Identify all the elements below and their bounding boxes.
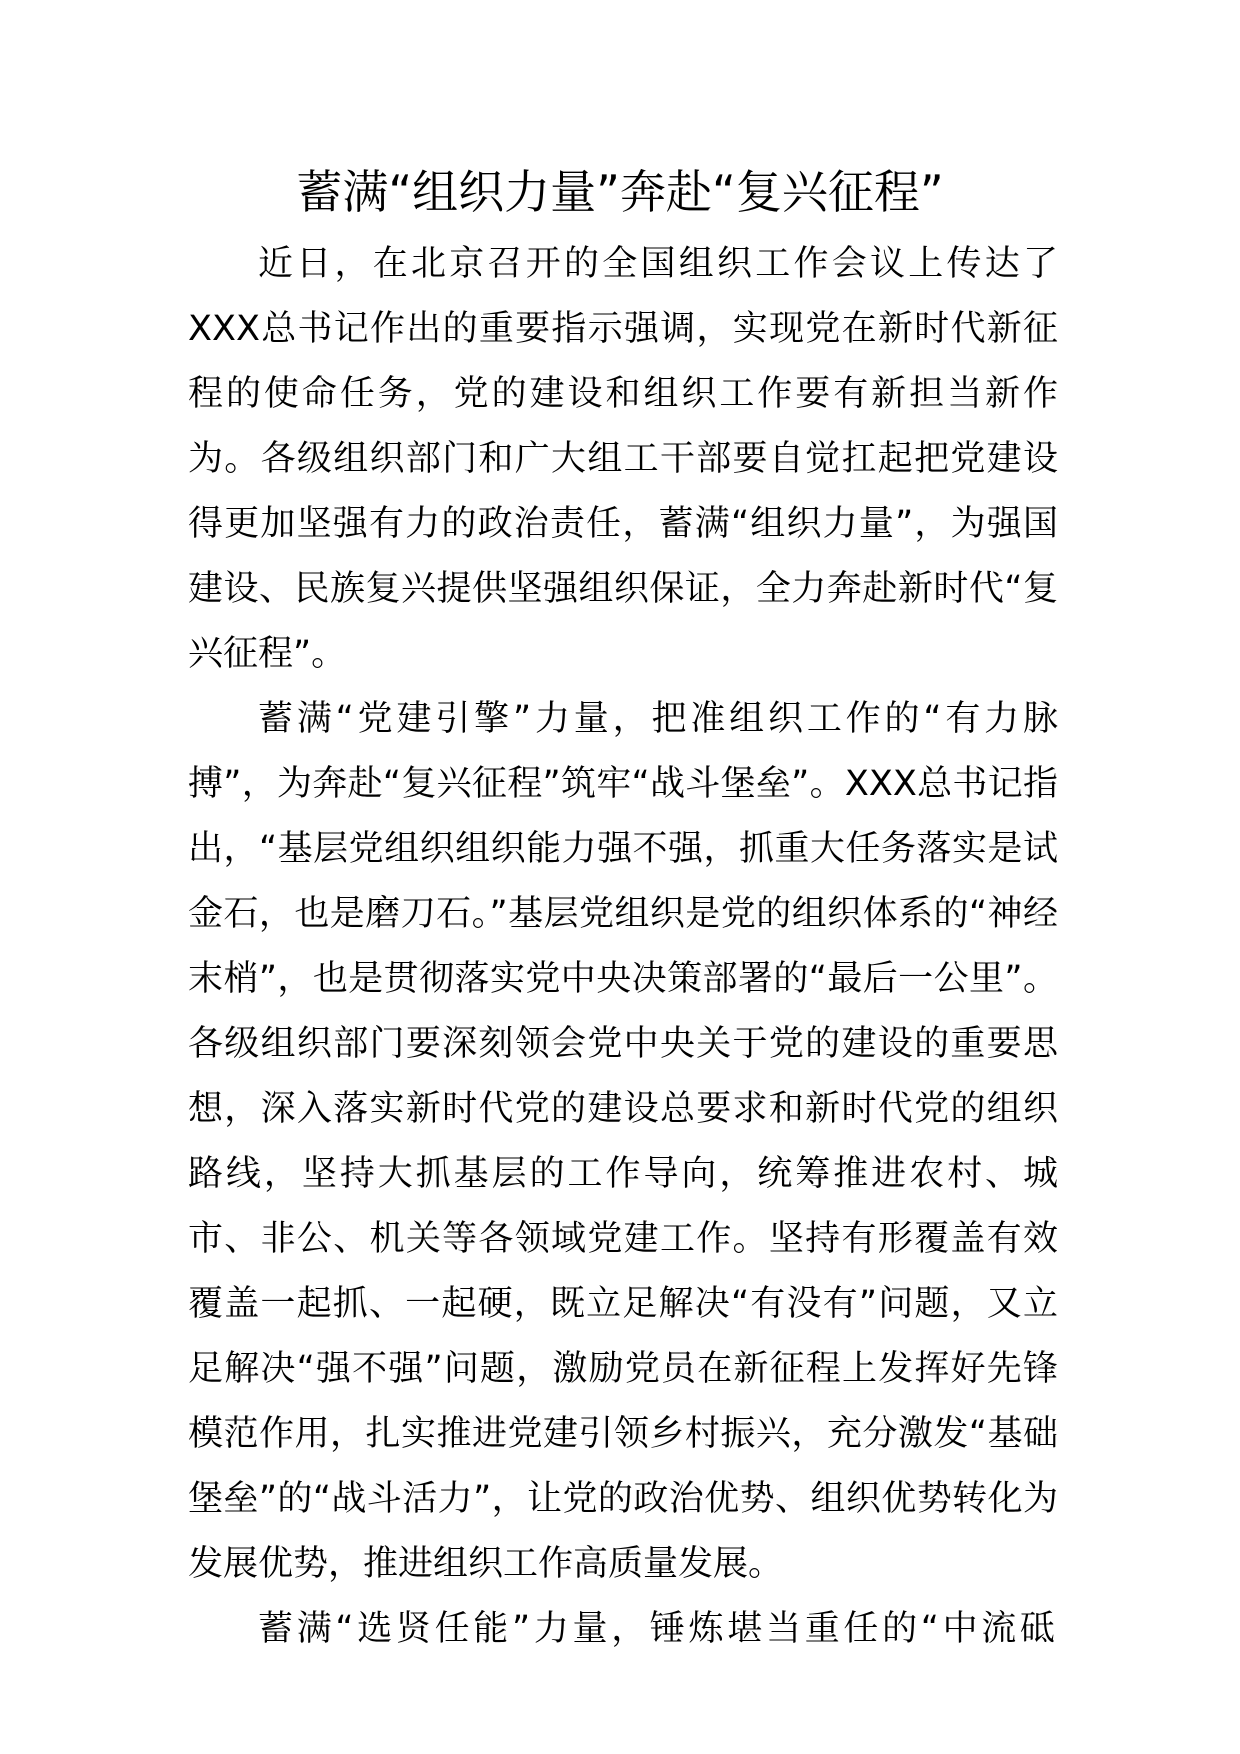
document-title: 蓄满“组织力量”奔赴“复兴征程” (296, 165, 944, 219)
paragraph-2: 蓄满“党建引擎”力量，把准组织工作的“有力脉搏”，为奔赴“复兴征程”筑牢“战斗堡垒”。XXX总书记指出，“基层党组织组织能力强不强，抓重大任务落实是试金石，也是磨刀石。”基层党组织是党的组织体系的“神经末梢”，也是贯彻落实党中央决策部署的“最后一公里”。各级组织部门要深刻领会党中央关于党的建设的重要思想，深入落实新时代党的建设总要求和新时代党的组织路线，坚持大抓基层的工作导向，统筹推进农村、城市、非公、机关等各领域党建工作。坚持有形覆盖有效覆盖一起抓、一起硬，既立足解决“有没有”问题，又立足解决“强不强”问题，激励党员在新征程上发挥好先锋模范作用，扎实推进党建引领乡村振兴，充分激发“基础堡垒”的“战斗活力”，让党的政治优势、组织优势转化为发展优势，推进组织工作高质量发展。 (188, 699, 1058, 1584)
paragraph-1: 近日，在北京召开的全国组织工作会议上传达了XXX总书记作出的重要指示强调，实现党在新时代新征程的使命任务，党的建设和组织工作要有新担当新作为。各级组织部门和广大组工干部要自觉扛起把党建设得更加坚强有力的政治责任，蓄满“组织力量”，为强国建设、民族复兴提供坚强组织保证，全力奔赴新时代“复兴征程”。 (188, 244, 1058, 674)
document-body (188, 232, 1058, 1662)
paragraph-3: 蓄满“选贤任能”力量，锤炼堪当重任的“中流砥 (258, 1609, 1058, 1649)
